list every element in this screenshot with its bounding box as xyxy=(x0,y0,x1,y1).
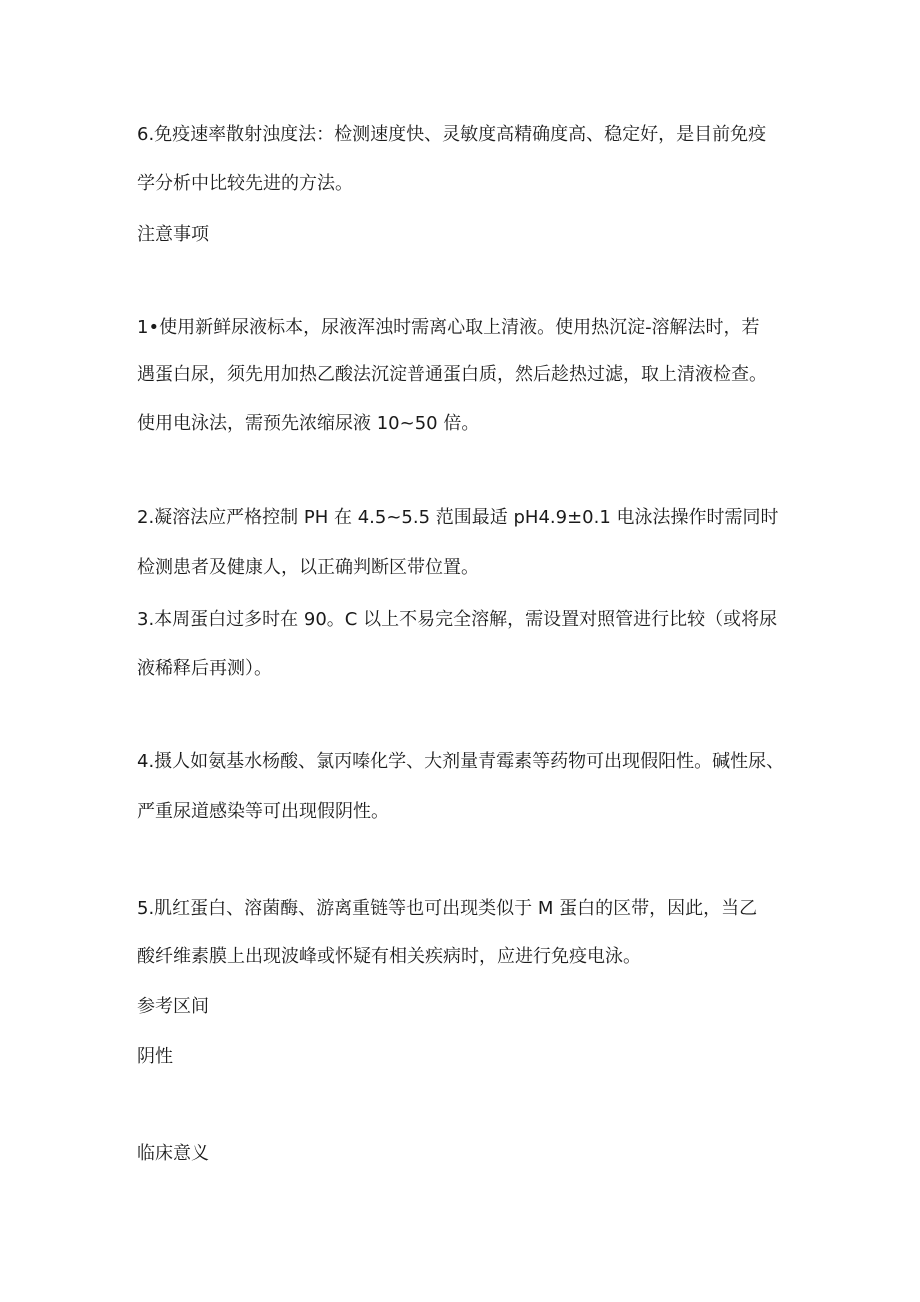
text-line: 酸纤维素膜上出现波峰或怀疑有相关疾病时，应进行免疫电泳。 xyxy=(137,946,641,967)
text-line: 遇蛋白尿，须先用加热乙酸法沉淀普通蛋白质，然后趁热过滤，取上清液检查。 xyxy=(137,364,767,385)
section-heading: 注意事项 xyxy=(137,224,209,245)
text-line: 1•使用新鲜尿液标本，尿液浑浊时需离心取上清液。使用热沉淀-溶解法时，若 xyxy=(137,317,760,338)
section-heading: 临床意义 xyxy=(137,1143,209,1164)
text-line: 5.肌红蛋白、溶菌酶、游离重链等也可出现类似于 M 蛋白的区带，因此，当乙 xyxy=(137,898,758,919)
text-line: 2.凝溶法应严格控制 PH 在 4.5~5.5 范围最适 pH4.9±0.1 电泳法操作时需同时 xyxy=(137,507,779,528)
text-line: 6.免疫速率散射浊度法：检测速度快、灵敏度高精确度高、稳定好，是目前免疫 xyxy=(137,124,767,145)
text-line: 阴性 xyxy=(137,1046,173,1067)
text-line: 严重尿道感染等可出现假阴性。 xyxy=(137,801,389,822)
text-line: 4.摄人如氨基水杨酸、氯丙嗪化学、大剂量青霉素等药物可出现假阳性。碱性尿、 xyxy=(137,751,785,772)
text-line: 检测患者及健康人，以正确判断区带位置。 xyxy=(137,557,479,578)
text-line: 学分析中比较先进的方法。 xyxy=(137,173,353,194)
text-line: 使用电泳法，需预先浓缩尿液 10~50 倍。 xyxy=(137,413,480,434)
text-line: 3.本周蛋白过多时在 90。C 以上不易完全溶解，需设置对照管进行比较（或将尿 xyxy=(137,609,778,630)
text-line: 液稀释后再测）。 xyxy=(137,658,272,679)
section-heading: 参考区间 xyxy=(137,996,209,1017)
